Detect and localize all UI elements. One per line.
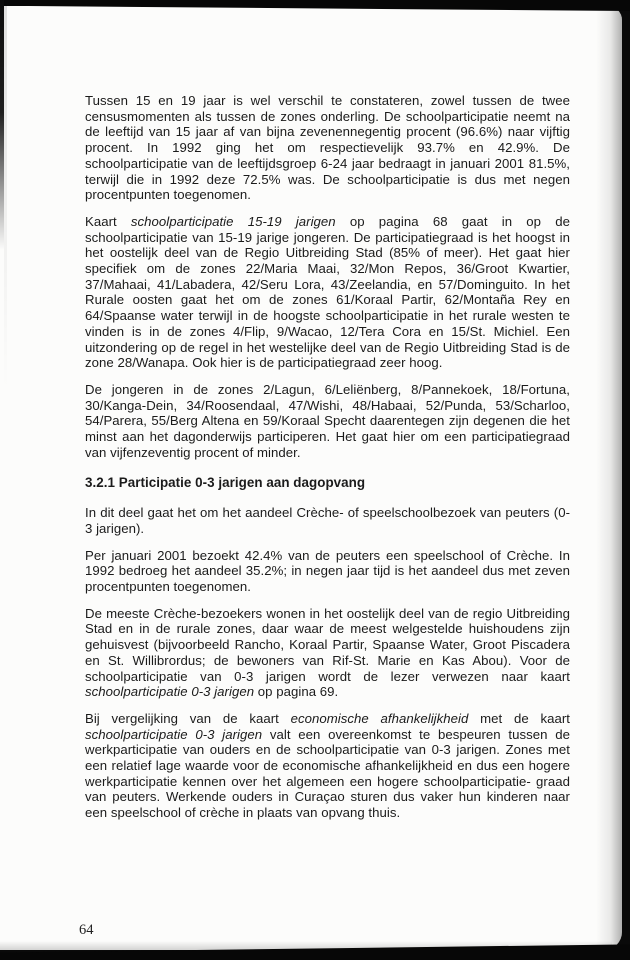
page-body [85,93,570,832]
paragraph-creche-zones [85,606,570,700]
page-surface [0,6,622,950]
text-segment: valt een overeenkomst te bespeuren tussen de werkparticipatie van ouders en de schoolparticipatie van 0-3 jarigen. Zones met een relatief lage waarde voor de economische afhankelijkheid en dus een hogere werkparticipatie kennen over het algemeen een hogere schoolparticipatie- graad van peuters. Werkende ouders in Curaçao sturen dus vaker hun kinderen naar een speelschool of crèche in plaats van opvang thuis. [85,726,570,821]
text-segment: De meeste Crèche-bezoekers wonen in het oostelijk deel van de regio Uitbreiding Stad en in de rurale zones, daar waar de meest welgestelde huishoudens zijn gehuisvest (bijvoorbeeld Rancho, Koraal Partir, Spaanse Water, Groot Piscadera en St. Willibrordus; de bewoners van Rif-St. Marie en Kas Abou). Voor de schoolparticipatie van 0-3 jarigen wordt de lezer verwezen naar kaart [85,605,570,684]
paragraph-economic-dependency-comparison [85,711,570,821]
section-heading-3-2-1: 3.2.1 Participatie 0-3 jarigen aan dagopvang [85,475,366,491]
paragraph-school-participation-15-19-stats [85,93,570,203]
paragraph-creche-percentages [85,548,570,595]
paragraph-map-schoolparticipatie-15-19 [85,214,570,371]
text-segment: met de kaart [468,710,570,726]
text-segment: op pagina 68 gaat in op de schoolparticipatie van 15-19 jarige jongeren. De participatiegraad is het hoogst in het oostelijk deel van de Regio Uitbreiding Stad (85% of meer). Het gaat hier specifiek om de zones 22/Maria Maai, 32/Mon Repos, 36/Groot Kwartier, 37/Mahaai, 41/Labadera, 42/Seru Lora, 43/Zeelandia, en 57/Dominguito. In het Rurale oosten gaat het om de zones 61/Koraal Partir, 62/Montaña Rey en 64/Spaanse water terwijl in de hoogste schoolparticipatie in het rurale westen te vinden is in de zones 4/Flip, 9/Wacao, 12/Tera Cora en 15/St. Michiel. Een uitzondering op de regel in het westelijke deel van de Regio Uitbreiding Stad is de zone 28/Wanapa. Ook hier is de participatiegraad zeer hoog. [85,213,570,371]
text-segment: op pagina 69. [254,684,339,700]
paragraph-creche-intro [85,505,570,536]
page-edge-shadow-right [596,6,622,950]
text-segment: Tussen 15 en 19 jaar is wel verschil te constateren, zowel tussen de twee censusmomenten als tussen de zones onderling. De schoolparticipatie neemt na de leeftijd van 15 jaar af van bijna zevenennegentig procent (96.6%) naar vijftig procent. In 1992 ging het om respectievelijk 93.7% en 42.9%. De schoolparticipatie van de leeftijdsgroep 6-24 jaar bedraagt in januari 2001 81.5%, terwijl die in 1992 deze 72.5% was. De schoolparticipatie is dus met negen procentpunten toegenomen. [85,93,570,203]
italic-text-segment: schoolparticipatie 15-19 jarigen [130,213,336,229]
text-segment: Bij vergelijking van de kaart [85,710,291,726]
text-segment: De jongeren in de zones 2/Lagun, 6/Leliënberg, 8/Pannekoek, 18/Fortuna, 30/Kanga-Dein, 34/Roosendaal, 47/Wishi, 48/Habaai, 52/Punda, 53/Scharloo, 54/Parera, 55/Berg Altena en 59/Koraal Specht daarentegen zijn degenen die het minst aan het dagonderwijs participeren. Het gaat hier om een participatiegraad van vijfenzeventig procent of minder. [85,381,570,460]
text-segment: Per januari 2001 bezoekt 42.4% van de peuters een speelschool of Crèche. In 1992 bedroeg het aandeel 35.2%; in negen jaar tijd is het aandeel dus met zeven procentpunten toegenomen. [85,547,570,594]
paragraph-lowest-participation-zones [85,382,570,461]
scan-left-edge-streak [4,4,7,434]
text-segment: Kaart [85,213,131,229]
italic-text-segment: schoolparticipatie 0-3 jarigen [85,684,255,700]
page-number: 64 [79,922,94,938]
italic-text-segment: economische afhankelijkheid [290,710,469,726]
italic-text-segment: schoolparticipatie 0-3 jarigen [85,726,263,742]
text-segment: In dit deel gaat het om het aandeel Crèche- of speelschoolbezoek van peuters (0-3 jarigen). [85,505,570,536]
